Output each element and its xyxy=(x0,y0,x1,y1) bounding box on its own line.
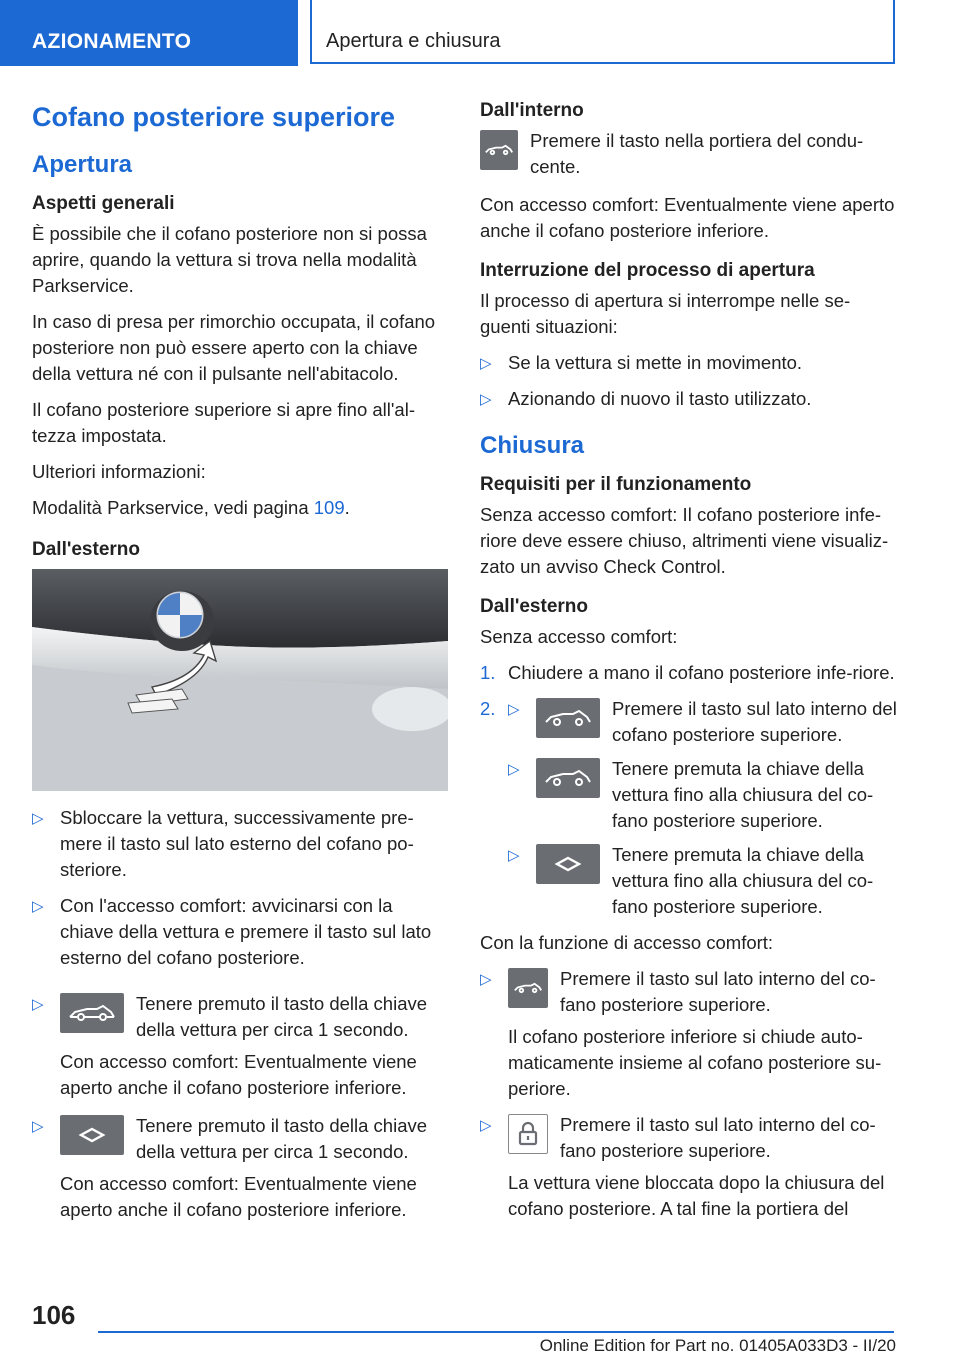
triangle-right-icon: ▷ xyxy=(508,847,520,864)
list-item: ▷ Premere il tasto sul lato interno del cofano posteriore superiore. xyxy=(508,698,897,745)
heading-interrupt: Interruzione del processo di apertura xyxy=(480,260,815,281)
list-item: 2. ▷ Premere il tasto sul lato interno del cofano posteriore superiore. ▷ Tenere premuta la chiave della vettura fino alla chiusura del co-fano posteriore superiore. ▷ Tenere premuta la chiave della vettura fino alla chiusura del co-fano posteriore superiore. xyxy=(480,696,898,920)
list-item: ▷ Se la vettura si mette in movimento. xyxy=(480,350,898,376)
heading-outside: Dall'esterno xyxy=(32,539,140,560)
paragraph-reference: Modalità Parkservice, vedi pagina 109. xyxy=(32,497,350,518)
page-link[interactable]: 109 xyxy=(313,497,345,518)
right-column xyxy=(480,100,898,1232)
car-tailgate-icon xyxy=(480,130,518,170)
list-item: ▷ Con l'accesso comfort: avvicinarsi con la chiave della vettura e premere il tasto sul lato esterno del cofano posteriore. xyxy=(32,895,432,968)
tailgate-illustration xyxy=(32,569,448,791)
list-item: ▷ Sbloccare la vettura, successivamente pre-mere il tasto sul lato esterno del cofano po-steriore. xyxy=(32,807,414,880)
paragraph-height: Il cofano posteriore superiore si apre fino all'al-tezza impostata. xyxy=(32,399,415,446)
paragraph-parkservice: È possibile che il cofano posteriore non si possa aprire, quando la vettura si trova nella modalità Parkservice. xyxy=(32,223,427,296)
list-item: ▷ Premere il tasto sul lato interno del co-fano posteriore superiore. La vettura viene bloccata dopo la chiusura del cofano posteriore. A tal fine la portiera del xyxy=(480,1114,885,1219)
triangle-right-icon: ▷ xyxy=(480,391,492,408)
triangle-right-icon: ▷ xyxy=(480,355,492,372)
triangle-right-icon: ▷ xyxy=(508,701,520,718)
car-tailgate-icon xyxy=(60,993,124,1033)
section-tab: AZIONAMENTO xyxy=(0,0,298,66)
left-column xyxy=(32,100,448,1233)
paragraph-with-comfort: Con la funzione di accesso comfort: xyxy=(480,932,774,953)
triangle-right-icon: ▷ xyxy=(32,810,44,827)
edition-text: Online Edition for Part no. 01405A033D3 - II/20 xyxy=(539,1336,896,1355)
car-tailgate-icon xyxy=(508,968,548,1008)
triangle-right-icon: ▷ xyxy=(508,761,520,778)
paragraph-trailer: In caso di presa per rimorchio occupata, il cofano posteriore non può essere aperto con la chiave della vettura né con il pulsante nell'abitacolo. xyxy=(32,311,436,384)
list-item: ▷ Premere il tasto sul lato interno del co-fano posteriore superiore. Il cofano posteriore inferiore si chiude auto-maticamente insieme al cofano posteriore su-periore. xyxy=(480,968,882,1099)
list-item: ▷ Tenere premuto il tasto della chiave della vettura per circa 1 secondo. Con accesso comfort: Eventualmente viene aperto anche il cofano posteriore inferiore. xyxy=(32,1115,428,1220)
heading-outside-close: Dall'esterno xyxy=(480,596,588,617)
triangle-right-icon: ▷ xyxy=(32,1118,44,1135)
triangle-right-icon: ▷ xyxy=(480,971,492,988)
list-item: 1. Chiudere a mano il cofano posteriore infe-riore. xyxy=(480,662,895,683)
paragraph-more-info: Ulteriori informazioni: xyxy=(32,461,206,482)
triangle-right-icon: ▷ xyxy=(480,1117,492,1134)
paragraph-inside-note: Con accesso comfort: Eventualmente viene aperto anche il cofano posteriore inferiore. xyxy=(480,194,895,241)
heading-inside: Dall'interno xyxy=(480,100,584,121)
list-item: ▷ Tenere premuta la chiave della vettura fino alla chiusura del co-fano posteriore superiore. xyxy=(508,758,874,831)
diamond-button-icon xyxy=(536,844,600,884)
car-tailgate-icon xyxy=(536,758,600,798)
subtitle-apertura: Apertura xyxy=(32,151,133,178)
list-item: ▷ Tenere premuto il tasto della chiave della vettura per circa 1 secondo. Con accesso comfort: Eventualmente viene aperto anche il cofano posteriore inferiore. xyxy=(32,993,428,1098)
car-tailgate-icon xyxy=(536,698,600,738)
list-item: ▷ Azionando di nuovo il tasto utilizzato. xyxy=(480,386,898,412)
paragraph-requirements: Senza accesso comfort: Il cofano posteriore infe-riore deve essere chiuso, altrimenti viene visualiz-zato un avviso Check Control. xyxy=(480,504,889,577)
lock-icon xyxy=(508,1114,548,1154)
page-header xyxy=(0,0,960,66)
triangle-right-icon: ▷ xyxy=(32,996,44,1013)
chapter-title: Apertura e chiusura xyxy=(310,0,895,64)
paragraph-interrupt: Il processo di apertura si interrompe nelle se-guenti situazioni: xyxy=(480,290,851,337)
heading-general: Aspetti generali xyxy=(32,193,175,214)
paragraph-no-comfort: Senza accesso comfort: xyxy=(480,626,678,647)
footer-divider xyxy=(98,1331,894,1333)
tailgate-photo xyxy=(32,569,448,791)
subtitle-chiusura: Chiusura xyxy=(480,432,585,459)
inside-instruction: Premere il tasto nella portiera del condu-cente. xyxy=(480,128,898,180)
triangle-right-icon: ▷ xyxy=(32,898,44,915)
page-title: Cofano posteriore superiore xyxy=(32,102,396,132)
diamond-button-icon xyxy=(60,1115,124,1155)
page-number: 106 xyxy=(32,1300,76,1330)
list-item: ▷ Tenere premuta la chiave della vettura fino alla chiusura del co-fano posteriore superiore. xyxy=(508,844,874,917)
heading-requirements: Requisiti per il funzionamento xyxy=(480,474,752,495)
